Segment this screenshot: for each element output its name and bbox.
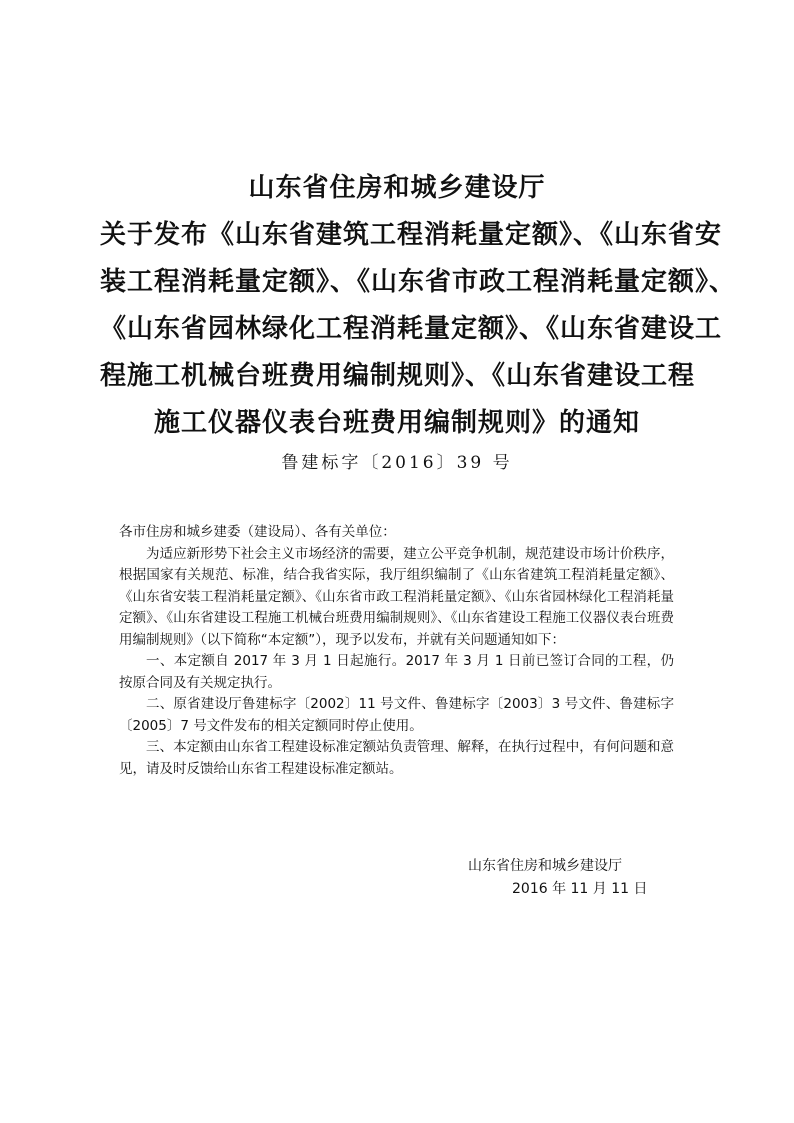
signature-org: 山东省住房和城乡建设厅 <box>468 858 622 874</box>
title-line-4: 《山东省园林绿化工程消耗量定额》、《山东省建设工 <box>100 314 723 344</box>
title-line-6: 施工仪器仪表台班费用编制规则》的通知 <box>153 408 640 438</box>
signature-block <box>440 855 670 901</box>
body-paragraph-item-2: 二、原省建设厅鲁建标字〔2002〕11 号文件、鲁建标字〔2003〕3 号文件、鲁建标字〔2005〕7 号文件发布的相关定额同时停止使用。 <box>119 696 674 734</box>
title-line-1: 山东省住房和城乡建设厅 <box>248 173 546 203</box>
title-line-2: 关于发布《山东省建筑工程消耗量定额》、《山东省安 <box>100 220 723 250</box>
document-body <box>119 522 674 780</box>
body-paragraph-intro: 为适应新形势下社会主义市场经济的需要，建立公平竞争机制，规范建设市场计价秩序，根据国家有关规范、标准，结合我省实际，我厅组织编制了《山东省建筑工程消耗量定额》、《山东省安装工程消耗量定额》、《山东省市政工程消耗量定额》、《山东省园林绿化工程消耗量定额》、《山东省建设工程施工机械台班费用编制规则》、《山东省建设工程施工仪器仪表台班费用编制规则》（以下简称“本定额”），现予以发布，并就有关问题通知如下： <box>119 545 674 648</box>
body-paragraph-item-1: 一、本定额自 2017 年 3 月 1 日起施行。2017 年 3 月 1 日前已签订合同的工程，仍按原合同及有关规定执行。 <box>119 653 674 691</box>
salutation: 各市住房和城乡建委（建设局）、各有关单位： <box>119 524 396 540</box>
signature-date: 2016 年 11 月 11 日 <box>512 881 648 897</box>
document-title <box>100 165 737 447</box>
title-line-3: 装工程消耗量定额》、《山东省市政工程消耗量定额》、 <box>100 267 737 297</box>
body-paragraph-item-3: 三、本定额由山东省工程建设标准定额站负责管理、解释，在执行过程中，有何问题和意见，请及时反馈给山东省工程建设标准定额站。 <box>119 739 674 777</box>
title-line-5: 程施工机械台班费用编制规则》、《山东省建设工程 <box>100 361 696 391</box>
document-number: 鲁建标字〔2016〕39 号 <box>281 453 513 473</box>
